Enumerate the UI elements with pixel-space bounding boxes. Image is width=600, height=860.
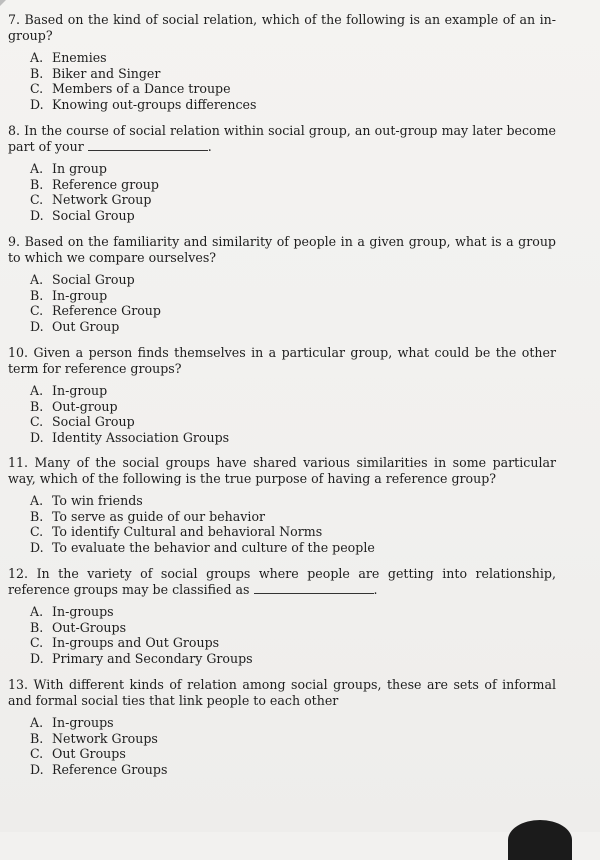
choice-letter: D. [30,650,44,666]
choice-letter: D. [30,318,44,334]
choice-letter: A. [30,493,44,508]
question-suffix: . [373,582,378,597]
question-body: In the variety of social groups where people are getting into relationship, reference groups may be classified as [8,566,556,597]
choice-text: Identity Association Groups [52,429,230,445]
choice-letter: A. [30,50,44,65]
choice-letter: B. [30,65,44,81]
choice-text: In-groups and Out Groups [52,635,220,650]
choice-letter: B. [30,619,44,635]
choice-b[interactable] [30,288,556,304]
choice-letter: B. [30,398,44,414]
choice-letter: B. [30,176,44,192]
choice-text: Biker and Singer [52,65,161,81]
question-11 [8,455,556,555]
choice-list [30,50,556,112]
choice-letter: D. [30,761,44,777]
choice-a[interactable] [30,50,556,66]
answer-blank[interactable] [88,140,208,151]
question-number: 13. [8,677,29,692]
choice-b[interactable] [30,177,556,193]
page-corner-mark [0,0,6,6]
choice-list [30,715,556,777]
choice-text: Social Group [52,414,135,429]
choice-letter: C. [30,635,44,650]
question-number: 11. [8,455,29,470]
choice-letter: D. [30,429,44,445]
choice-text: In-groups [52,604,114,619]
choice-text: Enemies [52,50,107,65]
choice-text: To serve as guide of our behavior [52,508,266,524]
question-8 [8,123,556,223]
choice-b[interactable] [30,399,556,415]
choice-letter: D. [30,539,44,555]
choice-text: In group [52,161,107,176]
question-12 [8,566,556,666]
choice-text: Network Groups [52,730,158,746]
choice-a[interactable] [30,383,556,399]
choice-text: Network Group [52,192,152,207]
question-number: 9. [8,234,21,249]
choice-b[interactable] [30,66,556,82]
choice-list [30,604,556,666]
choice-a[interactable] [30,604,556,620]
question-7 [8,12,556,112]
question-body: Based on the familiarity and similarity of people in a given group, what is a group to which we compare ourselves? [8,234,556,265]
question-text [8,345,556,377]
choice-text: Reference group [52,176,159,192]
choice-a[interactable] [30,715,556,731]
question-text [8,677,556,709]
choice-list [30,161,556,223]
choice-b[interactable] [30,620,556,636]
choice-c[interactable] [30,81,556,97]
choice-c[interactable] [30,192,556,208]
dark-overlay-shape [508,820,572,860]
choice-a[interactable] [30,161,556,177]
choice-d[interactable] [30,208,556,224]
question-10 [8,345,556,445]
question-number: 10. [8,345,29,360]
choice-letter: A. [30,383,44,398]
choice-a[interactable] [30,493,556,509]
question-number: 7. [8,12,21,27]
question-number: 8. [8,123,21,138]
choice-letter: C. [30,414,44,429]
choice-d[interactable] [30,319,556,335]
choice-text: Knowing out-groups differences [52,96,257,112]
choice-letter: C. [30,746,44,761]
question-body: In the course of social relation within social group, an out-group may later become part of your [8,123,556,154]
choice-text: To win friends [52,493,143,508]
question-suffix: . [207,139,212,154]
choice-letter: C. [30,303,44,318]
choice-text: Out-group [52,398,118,414]
choice-text: In-group [52,383,108,398]
question-body: With different kinds of relation among social groups, these are sets of informal and formal social ties that link people to each other [8,677,556,708]
choice-b[interactable] [30,509,556,525]
choice-text: Social Group [52,272,135,287]
question-9 [8,234,556,334]
choice-text: Reference Groups [52,761,168,777]
choice-text: Out Groups [52,746,126,761]
choice-d[interactable] [30,97,556,113]
question-text [8,455,556,487]
choice-text: In-group [52,287,108,303]
choice-c[interactable] [30,303,556,319]
choice-letter: A. [30,272,44,287]
choice-text: To evaluate the behavior and culture of the people [52,539,375,555]
choice-text: Out-Groups [52,619,127,635]
choice-letter: C. [30,81,44,96]
choice-text: Members of a Dance troupe [52,81,231,96]
choice-a[interactable] [30,272,556,288]
choice-letter: A. [30,715,44,730]
choice-list [30,493,556,555]
choice-letter: C. [30,524,44,539]
question-13 [8,677,556,777]
choice-letter: D. [30,207,44,223]
choice-c[interactable] [30,524,556,540]
choice-c[interactable] [30,746,556,762]
question-text [8,234,556,266]
choice-letter: B. [30,730,44,746]
choice-text: Social Group [52,207,135,223]
choice-text: Reference Group [52,303,161,318]
choice-d[interactable] [30,651,556,667]
choice-c[interactable] [30,414,556,430]
choice-letter: B. [30,508,44,524]
choice-d[interactable] [30,762,556,778]
choice-letter: A. [30,161,44,176]
question-number: 12. [8,566,29,581]
choice-letter: D. [30,96,44,112]
choice-d[interactable] [30,430,556,446]
choice-text: Out Group [52,318,120,334]
choice-text: In-groups [52,715,114,730]
question-body: Based on the kind of social relation, which of the following is an example of an in-group? [8,12,556,43]
choice-letter: C. [30,192,44,207]
choice-letter: B. [30,287,44,303]
choice-text: Primary and Secondary Groups [52,650,253,666]
question-text [8,566,556,598]
question-text [8,123,556,155]
question-body: Many of the social groups have shared various similarities in some particular way, which of the following is the true purpose of having a reference group? [8,455,556,486]
choice-c[interactable] [30,635,556,651]
choice-text: To identify Cultural and behavioral Norms [52,524,323,539]
choice-list [30,383,556,445]
choice-letter: A. [30,604,44,619]
choice-b[interactable] [30,731,556,747]
choice-d[interactable] [30,540,556,556]
answer-blank[interactable] [254,583,374,594]
choice-list [30,272,556,334]
question-body: Given a person finds themselves in a particular group, what could be the other term for reference groups? [8,345,556,376]
question-text [8,12,556,44]
